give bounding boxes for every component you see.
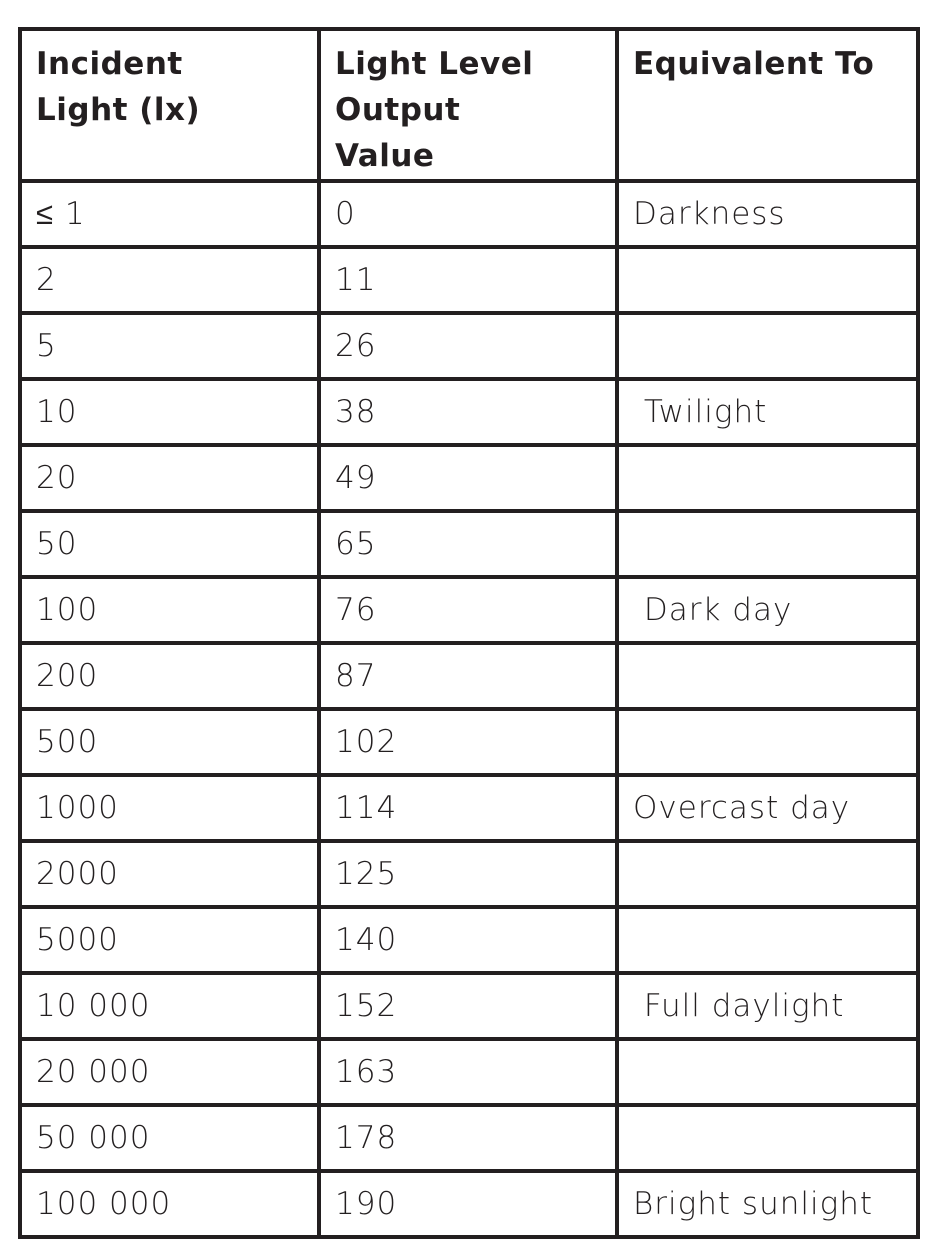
output-value-cell: 49 xyxy=(319,445,617,511)
output-value-cell: 0 xyxy=(319,181,617,247)
table-row xyxy=(20,445,918,511)
table-row xyxy=(20,577,918,643)
output-value-cell: 65 xyxy=(319,511,617,577)
output-value-cell: 125 xyxy=(319,841,617,907)
table-row xyxy=(20,1171,918,1237)
column-header-incident-light xyxy=(20,29,319,181)
output-value-cell: 102 xyxy=(319,709,617,775)
table-row xyxy=(20,181,918,247)
incident-light-cell: 50 000 xyxy=(20,1105,319,1171)
output-value-cell: 76 xyxy=(319,577,617,643)
output-value-cell: 87 xyxy=(319,643,617,709)
table-row xyxy=(20,247,918,313)
header-row xyxy=(20,29,918,181)
incident-light-cell: 1000 xyxy=(20,775,319,841)
output-value-cell: 38 xyxy=(319,379,617,445)
equivalent-to-cell: Full daylight xyxy=(617,973,918,1039)
equivalent-to-cell xyxy=(617,709,918,775)
output-value-cell: 11 xyxy=(319,247,617,313)
equivalent-to-cell xyxy=(617,907,918,973)
light-level-table xyxy=(18,27,920,1239)
output-value-cell: 178 xyxy=(319,1105,617,1171)
table-row xyxy=(20,511,918,577)
incident-light-cell: 200 xyxy=(20,643,319,709)
column-header-label: Incident Light (lx) xyxy=(36,46,201,128)
output-value-cell: 26 xyxy=(319,313,617,379)
equivalent-to-cell xyxy=(617,247,918,313)
incident-light-cell: 100 000 xyxy=(20,1171,319,1237)
table-row xyxy=(20,379,918,445)
incident-light-cell: 10 000 xyxy=(20,973,319,1039)
equivalent-to-cell: Twilight xyxy=(617,379,918,445)
table-row xyxy=(20,1039,918,1105)
incident-light-cell: ≤ 1 xyxy=(20,181,319,247)
column-header-equivalent-to xyxy=(617,29,918,181)
equivalent-to-cell: Dark day xyxy=(617,577,918,643)
incident-light-cell: 500 xyxy=(20,709,319,775)
table-header xyxy=(20,29,918,181)
output-value-cell: 190 xyxy=(319,1171,617,1237)
equivalent-to-cell xyxy=(617,313,918,379)
equivalent-to-cell xyxy=(617,1039,918,1105)
incident-light-cell: 5000 xyxy=(20,907,319,973)
equivalent-to-cell xyxy=(617,1105,918,1171)
output-value-cell: 152 xyxy=(319,973,617,1039)
table-row xyxy=(20,907,918,973)
table-row xyxy=(20,973,918,1039)
column-header-output-value xyxy=(319,29,617,181)
column-header-label: Light Level Output Value xyxy=(335,46,534,174)
incident-light-cell: 20 xyxy=(20,445,319,511)
equivalent-to-cell xyxy=(617,445,918,511)
equivalent-to-cell: Darkness xyxy=(617,181,918,247)
equivalent-to-cell: Overcast day xyxy=(617,775,918,841)
column-header-label: Equivalent To xyxy=(633,46,875,82)
equivalent-to-cell xyxy=(617,643,918,709)
table-body xyxy=(20,181,918,1237)
equivalent-to-cell: Bright sunlight xyxy=(617,1171,918,1237)
table-row xyxy=(20,313,918,379)
output-value-cell: 140 xyxy=(319,907,617,973)
output-value-cell: 163 xyxy=(319,1039,617,1105)
table-row xyxy=(20,709,918,775)
table-row xyxy=(20,1105,918,1171)
equivalent-to-cell xyxy=(617,511,918,577)
output-value-cell: 114 xyxy=(319,775,617,841)
table-row xyxy=(20,841,918,907)
incident-light-cell: 2000 xyxy=(20,841,319,907)
table-row xyxy=(20,643,918,709)
incident-light-cell: 10 xyxy=(20,379,319,445)
incident-light-cell: 50 xyxy=(20,511,319,577)
incident-light-cell: 100 xyxy=(20,577,319,643)
equivalent-to-cell xyxy=(617,841,918,907)
incident-light-cell: 2 xyxy=(20,247,319,313)
incident-light-cell: 20 000 xyxy=(20,1039,319,1105)
table-row xyxy=(20,775,918,841)
incident-light-cell: 5 xyxy=(20,313,319,379)
